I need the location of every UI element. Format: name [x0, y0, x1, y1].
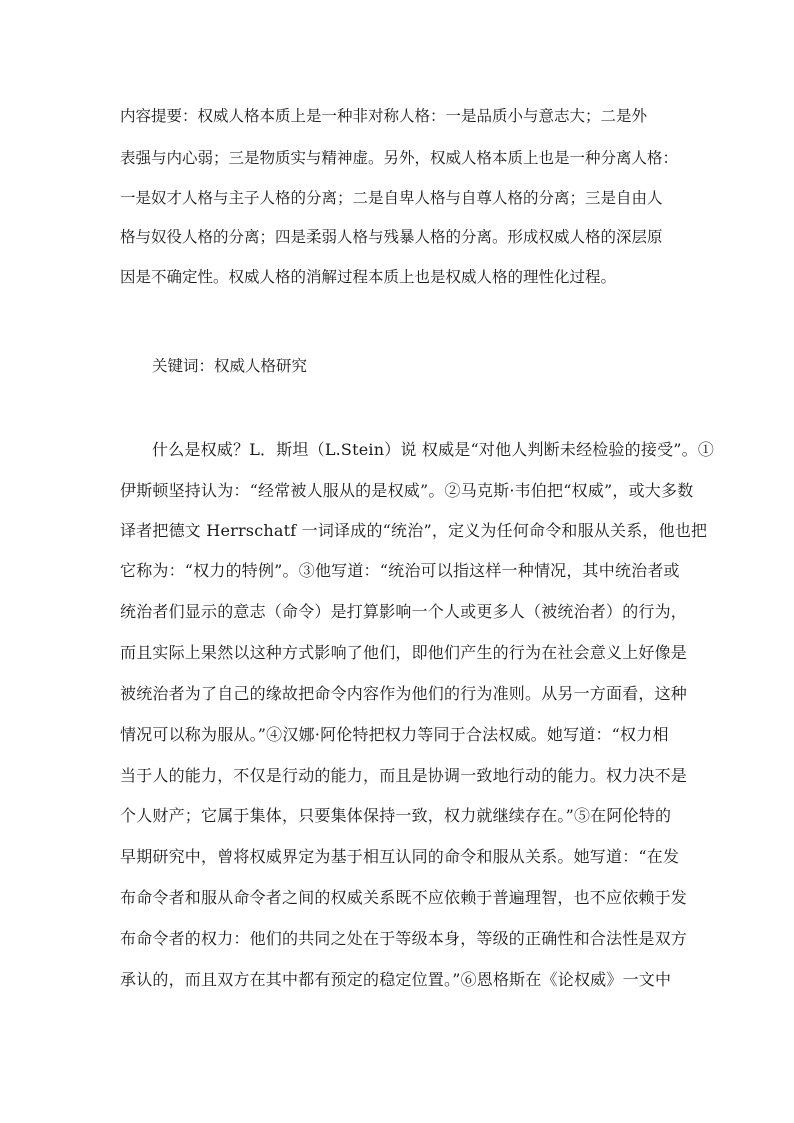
body-line: 布命令者的权力：他们的共同之处在于等级本身，等级的正确性和合法性是双方: [120, 929, 688, 948]
body-line: 承认的，而且双方在其中都有预定的稳定位置。”⑥恩格斯在《论权威》一文中: [120, 970, 672, 989]
body-line: 被统治者为了自己的缘故把命令内容作为他们的行为准则。从另一方面看，这种: [120, 684, 688, 703]
abstract-line: 表强与内心弱；三是物质实与精神虚。另外，权威人格本质上也是一种分离人格：: [120, 149, 679, 167]
body-line: 伊斯顿坚持认为：“经常被人服从的是权威”。②马克斯·韦伯把“权威”，或大多数: [120, 481, 694, 500]
abstract-line: 格与奴役人格的分离；四是柔弱人格与残暴人格的分离。形成权威人格的深层原: [120, 228, 663, 246]
body-line: 译者把德文 Herrschatf 一词译成的“统治”，定义为任何命令和服从关系，他也把: [120, 521, 708, 540]
body-line: 当于人的能力，不仅是行动的能力，而且是协调一致地行动的能力。权力决不是: [120, 766, 688, 785]
body-line: 什么是权威？L．斯坦（L.Stein）说 权威是“对他人判断未经检验的接受”。①: [152, 440, 715, 459]
body-line: 布命令者和服从命令者之间的权威关系既不应依赖于普遍理智，也不应依赖于发: [120, 888, 688, 907]
keywords-line: 关键词：权威人格研究: [152, 357, 308, 375]
body-line: 统治者们显示的意志（命令）是打算影响一个人或更多人（被统治者）的行为，: [120, 602, 688, 621]
body-line: 它称为：“权力的特例”。③他写道：“统治可以指这样一种情况，其中统治者或: [120, 561, 680, 580]
abstract-line: 因是不确定性。权威人格的消解过程本质上也是权威人格的理性化过程。: [120, 268, 617, 286]
abstract-line: 内容提要：权威人格本质上是一种非对称人格：一是品质小与意志大；二是外: [120, 107, 648, 125]
body-line: 个人财产；它属于集体，只要集体保持一致，权力就继续存在。”⑤在阿伦特的: [120, 806, 672, 825]
abstract-line: 一是奴才人格与主子人格的分离；二是自卑人格与自尊人格的分离；三是自由人: [120, 189, 663, 207]
body-line: 情况可以称为服从。”④汉娜·阿伦特把权力等同于合法权威。她写道：“权力相: [120, 725, 669, 744]
body-line: 而且实际上果然以这种方式影响了他们，即他们产生的行为在社会意义上好像是: [120, 643, 688, 662]
body-line: 早期研究中，曾将权威界定为基于相互认同的命令和服从关系。她写道：“在发: [120, 847, 680, 866]
